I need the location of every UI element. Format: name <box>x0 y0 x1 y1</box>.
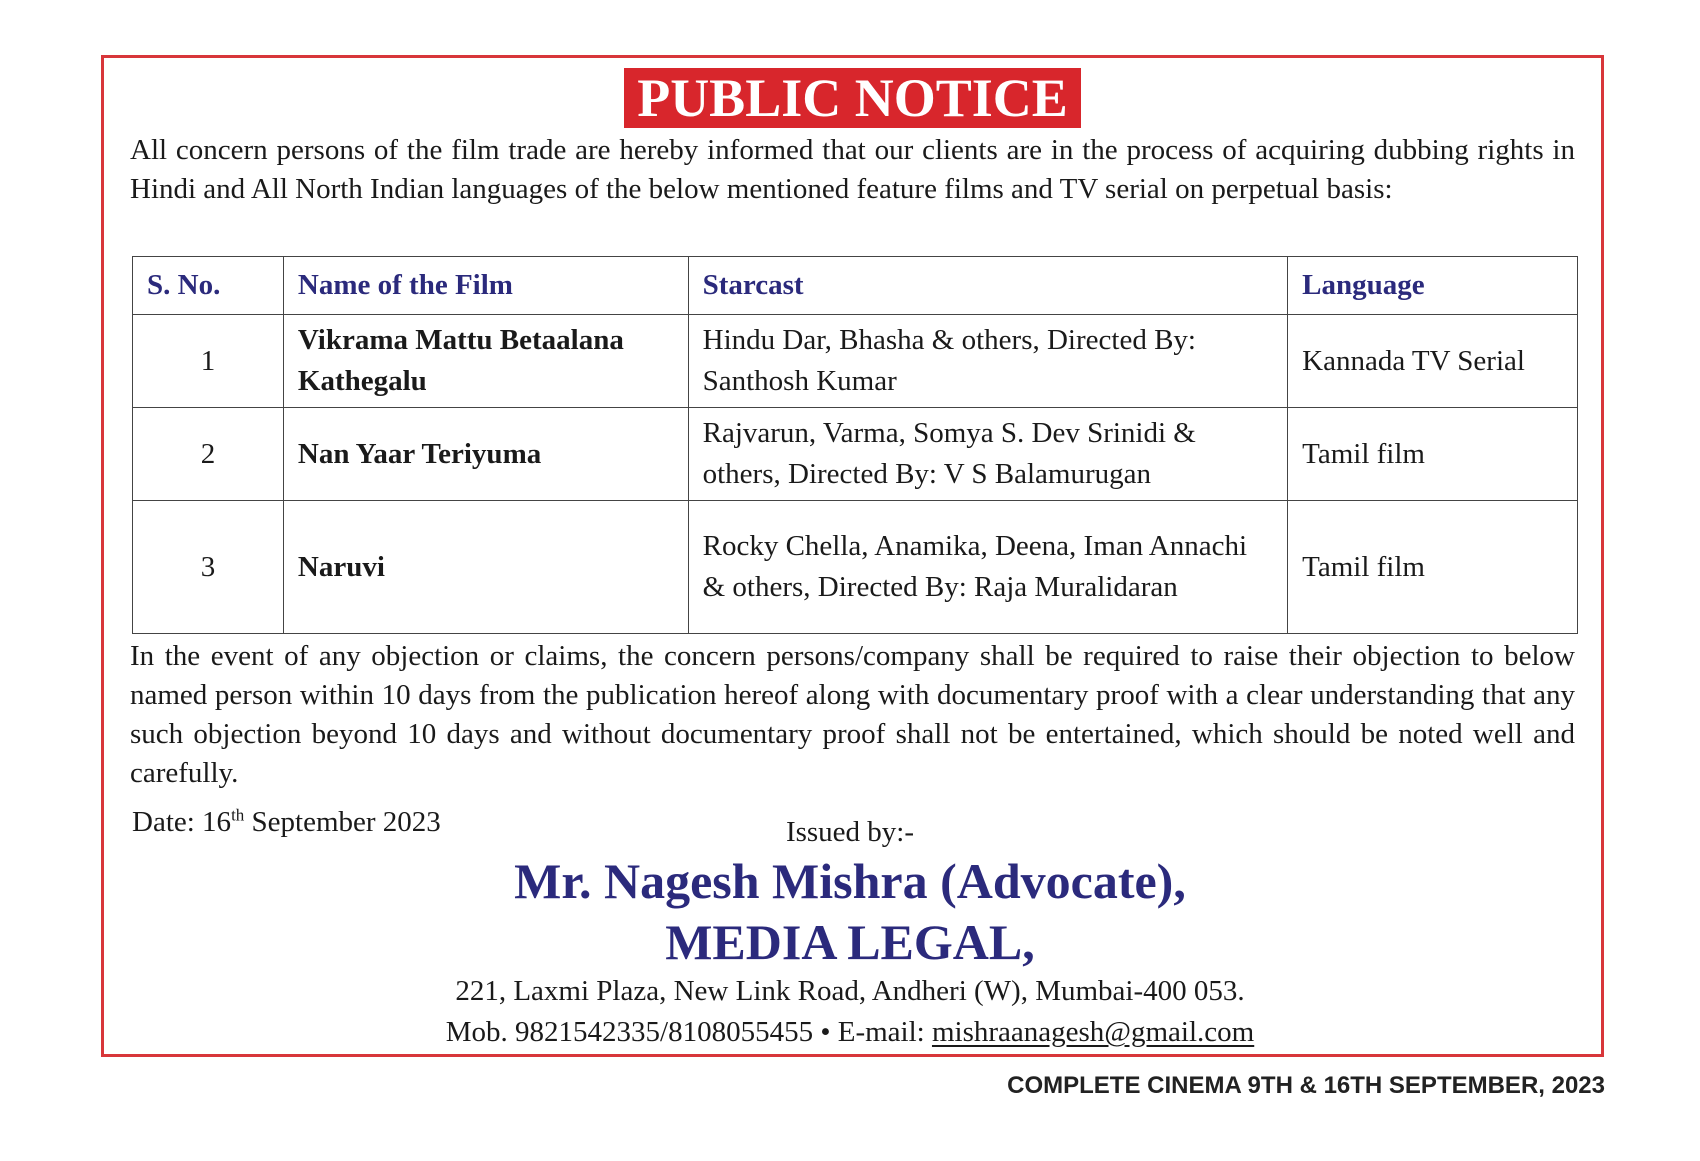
table-row <box>133 315 1578 408</box>
cell-film-name: Vikrama Mattu Betaalana Kathegalu <box>283 315 688 408</box>
cell-language: Tamil film <box>1288 408 1578 501</box>
cell-film-name: Naruvi <box>283 501 688 634</box>
title-wrap <box>104 68 1601 128</box>
notice-title: PUBLIC NOTICE <box>624 68 1081 128</box>
intro-paragraph: All concern persons of the film trade are hereby informed that our clients are in the process of acquiring dubbing rights in Hindi and All North Indian languages of the below mentioned feature films and TV serial on perpetual basis: <box>130 134 1575 205</box>
issuer-address: 221, Laxmi Plaza, New Link Road, Andheri (W), Mumbai-400 053. <box>455 975 1245 1007</box>
table-header-row <box>133 257 1578 315</box>
cell-sno: 2 <box>133 408 284 501</box>
issuer-contact <box>0 1012 1700 1052</box>
table-row <box>133 408 1578 501</box>
cell-film-name: Nan Yaar Teriyuma <box>283 408 688 501</box>
issuer-organization: MEDIA LEGAL, <box>665 914 1035 970</box>
cell-sno: 1 <box>133 315 284 408</box>
header-language: Language <box>1288 257 1578 315</box>
cell-starcast: Hindu Dar, Bhasha & others, Directed By: Santhosh Kumar <box>688 315 1288 408</box>
cell-starcast: Rocky Chella, Anamika, Deena, Iman Annachi & others, Directed By: Raja Muralidaran <box>688 501 1288 634</box>
films-table <box>132 256 1578 634</box>
mobile-number: Mob. 9821542335/8108055455 • E-mail: <box>445 1016 932 1048</box>
table-row <box>133 501 1578 634</box>
header-film-name: Name of the Film <box>283 257 688 315</box>
publication-credit: COMPLETE CINEMA 9TH & 16TH SEPTEMBER, 2023 <box>1007 1072 1605 1099</box>
cell-starcast: Rajvarun, Varma, Somya S. Dev Srinidi & others, Directed By: V S Balamurugan <box>688 408 1288 501</box>
cell-sno: 3 <box>133 501 284 634</box>
header-sno: S. No. <box>133 257 284 315</box>
cell-language: Kannada TV Serial <box>1288 315 1578 408</box>
date-suffix: th <box>231 805 245 825</box>
email-link[interactable]: mishraanagesh@gmail.com <box>931 1016 1255 1048</box>
cell-language: Tamil film <box>1288 501 1578 634</box>
date-label: Date: 16 <box>132 806 232 838</box>
issued-by-label: Issued by:- <box>785 816 915 848</box>
issuer-name: Mr. Nagesh Mishra (Advocate), <box>514 853 1186 909</box>
objection-paragraph: In the event of any objection or claims, the concern persons/company shall be required to raise their objection to below named person within 10 days from the publication hereof along with documentary proof with a clear understanding that any such objection beyond 10 days and without documentary proof shall not be entertained, which should be noted well and carefully. <box>130 640 1575 789</box>
date-rest: September 2023 <box>244 806 441 838</box>
header-starcast: Starcast <box>688 257 1288 315</box>
